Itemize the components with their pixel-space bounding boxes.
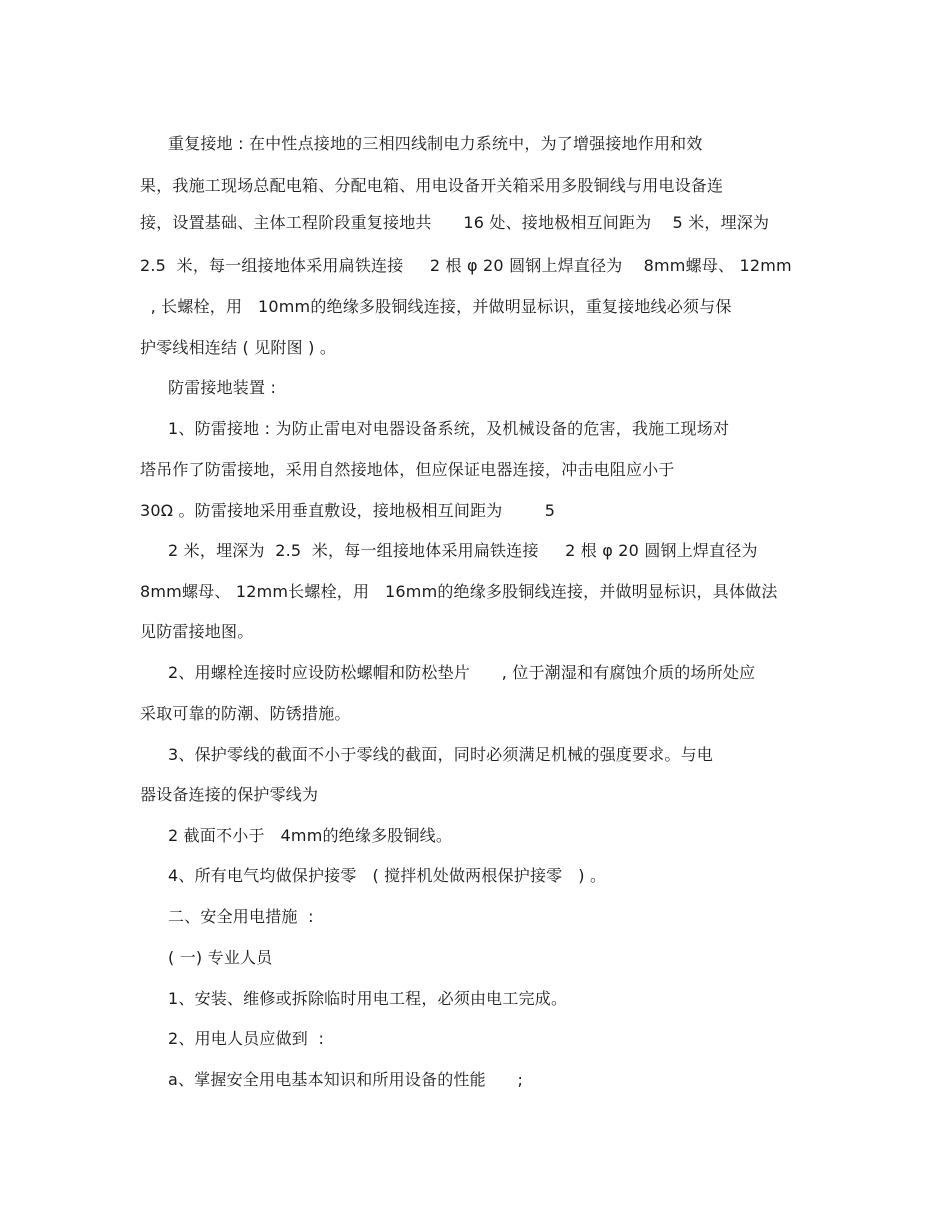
text-line-23: 2、用电人员应做到 : <box>168 1029 325 1048</box>
text-line-12: 8mm螺母、 12mm长螺栓，用 16mm的绝缘多股铜线连接，并做明显标识，具体做法 <box>140 582 778 601</box>
text-line-22: 1、安装、维修或拆除临时用电工程，必须由电工完成。 <box>168 989 568 1008</box>
text-line-24: a、掌握安全用电基本知识和所用设备的性能 ; <box>168 1070 524 1089</box>
text-line-11: 2 米，埋深为 2.5 米，每一组接地体采用扁铁连接 2 根 φ 20 圆钢上焊直径为 <box>168 541 758 560</box>
text-line-14: 2、用螺栓连接时应设防松螺帽和防松垫片 , 位于潮湿和有腐蚀介质的场所处应 <box>168 663 756 682</box>
text-line-19: 4、所有电气均做保护接零 ( 搅拌机处做两根保护接零 ) 。 <box>168 866 607 885</box>
text-line-2: 果，我施工现场总配电箱、分配电箱、用电设备开关箱采用多股铜线与用电设备连 <box>140 176 724 195</box>
text-line-15: 采取可靠的防潮、防锈措施。 <box>140 704 351 723</box>
text-line-8: 1、防雷接地 : 为防止雷电对电器设备系统，及机械设备的危害，我施工现场对 <box>168 419 730 438</box>
text-line-4: 2.5 米，每一组接地体采用扁铁连接 2 根 φ 20 圆钢上焊直径为 8mm螺母、 12mm <box>140 256 792 275</box>
text-line-1: 重复接地 : 在中性点接地的三相四线制电力系统中，为了增强接地作用和效 <box>168 134 703 153</box>
text-line-9: 塔吊作了防雷接地，采用自然接地体，但应保证电器连接，冲击电阻应小于 <box>140 460 675 479</box>
text-line-5: , 长螺栓，用 10mm的绝缘多股铜线连接，并做明显标识，重复接地线必须与保 <box>140 297 732 316</box>
text-line-6: 护零线相连结 ( 见附图 ) 。 <box>140 338 337 357</box>
text-line-16: 3、保护零线的截面不小于零线的截面，同时必须满足机械的强度要求。与电 <box>168 745 713 764</box>
text-line-13: 见防雷接地图。 <box>140 622 254 641</box>
text-line-20: 二、安全用电措施 : <box>168 907 314 926</box>
text-line-3: 接，设置基础、主体工程阶段重复接地共 16 处、接地极相互间距为 5 米，埋深为 <box>140 213 770 232</box>
text-line-17: 器设备连接的保护零线为 <box>140 785 319 804</box>
text-line-18: 2 截面不小于 4mm的绝缘多股铜线。 <box>168 826 453 845</box>
text-line-7: 防雷接地装置 : <box>168 378 277 397</box>
text-line-10: 30Ω 。防雷接地采用垂直敷设，接地极相互间距为 5 <box>140 501 556 520</box>
text-line-21: ( 一) 专业人员 <box>168 948 273 967</box>
